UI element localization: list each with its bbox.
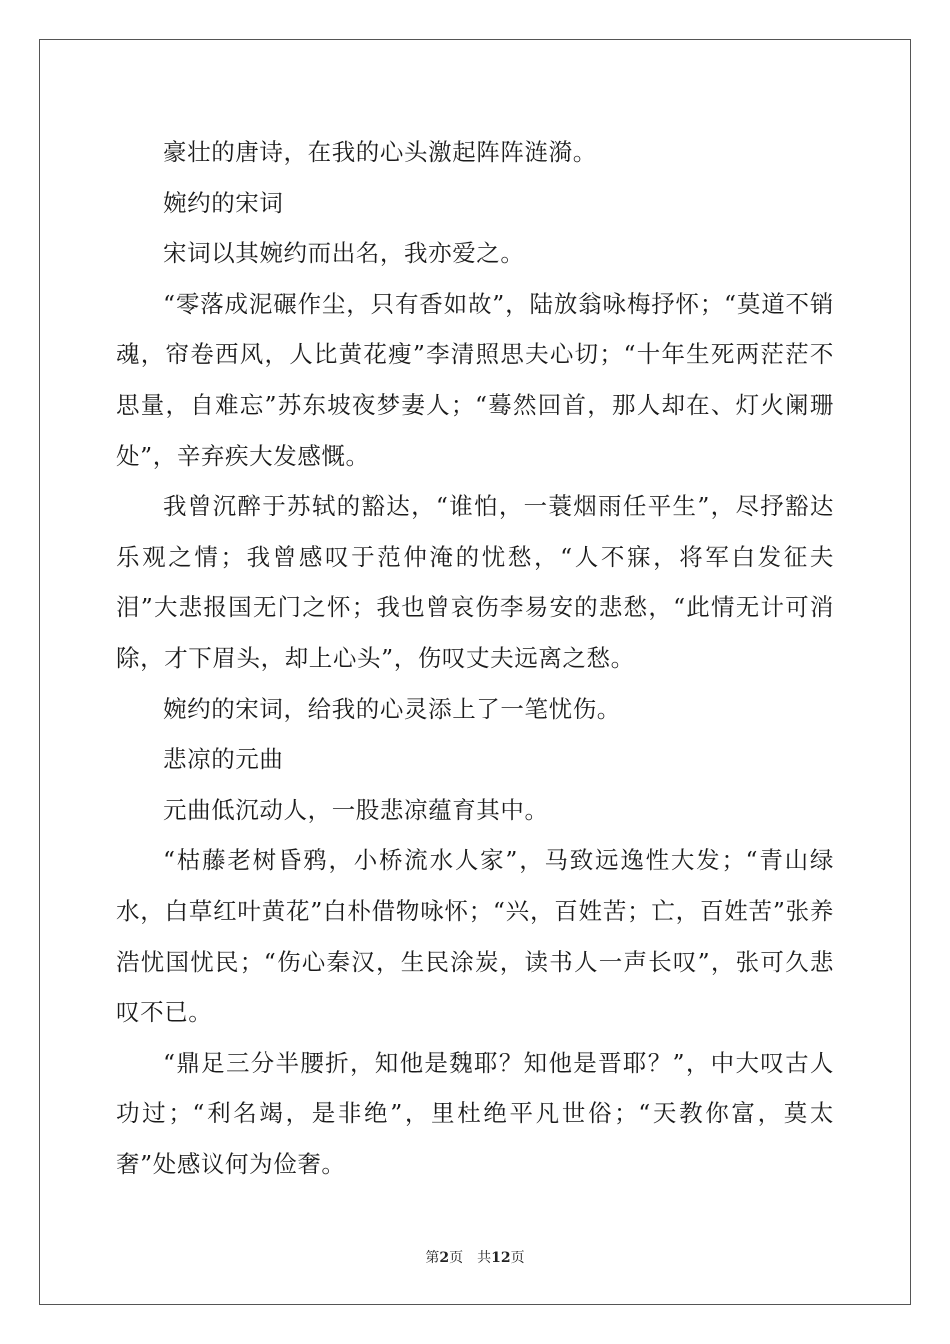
section-heading: 悲凉的元曲 (163, 745, 284, 774)
paragraph: 我曾沉醉于苏轼的豁达，“谁怕，一蓑烟雨任平生”，尽抒豁达乐观之情；我曾感叹于范仲淹的忧愁，“人不寐，将军白发征夫泪”大悲报国无门之怀；我也曾哀伤李易安的悲愁，“此情无计可消除，才下眉头，却上心头”，伤叹丈夫远离之愁。 (116, 492, 834, 672)
paragraph: 豪壮的唐诗，在我的心头激起阵阵涟漪。 (163, 138, 597, 166)
paragraph: “鼎足三分半腰折，知他是魏耶？知他是晋耶？”，中大叹古人功过；“利名竭，是非绝”，里杜绝平凡世俗；“天教你富，莫太奢”处感议何为俭奢。 (116, 1048, 834, 1178)
page-number: 2 (439, 1250, 450, 1266)
page-footer (0, 1247, 950, 1267)
paragraph: 元曲低沉动人，一股悲凉蕴育其中。 (163, 795, 549, 824)
page-prefix: 第 (425, 1250, 440, 1266)
document-body (116, 127, 834, 1189)
total-prefix: 共 (477, 1250, 492, 1266)
total-pages: 12 (491, 1250, 511, 1266)
paragraph: “枯藤老树昏鸦，小桥流水人家”，马致远逸性大发；“青山绿水，白草红叶黄花”白朴借物咏怀；“兴，百姓苦；亡，百姓苦”张养浩忧国忧民；“伤心秦汉，生民涂炭，读书人一声长叹”，张可久悲叹不已。 (116, 846, 834, 1027)
paragraph: “零落成泥碾作尘，只有香如故”，陆放翁咏梅抒怀；“莫道不销魂，帘卷西风，人比黄花瘦”李清照思夫心切；“十年生死两茫茫不思量，自难忘”苏东坡夜梦妻人；“蓦然回首，那人却在、灯火阑珊处”，辛弃疾大发感慨。 (116, 289, 834, 470)
page-suffix: 页 (449, 1250, 464, 1266)
paragraph: 宋词以其婉约而出名，我亦爱之。 (163, 239, 525, 268)
paragraph: 婉约的宋词，给我的心灵添上了一笔忧伤。 (163, 694, 621, 723)
total-suffix: 页 (510, 1250, 525, 1266)
section-heading: 婉约的宋词 (163, 188, 284, 217)
